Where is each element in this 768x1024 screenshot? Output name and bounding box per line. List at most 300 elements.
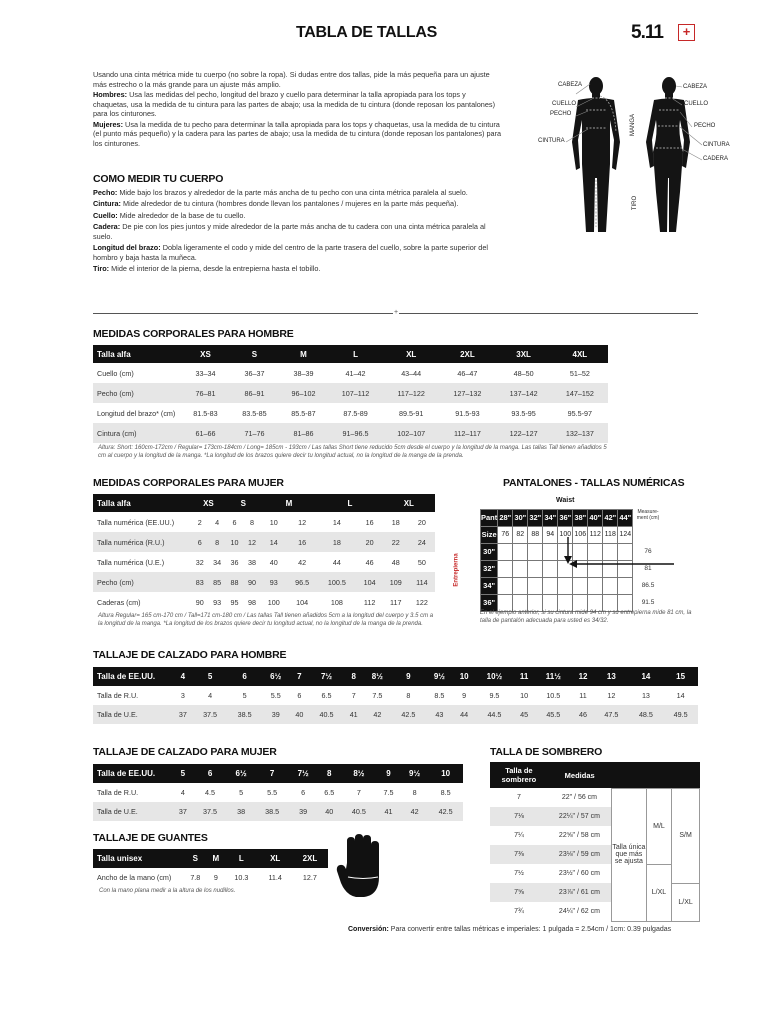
hat-size: 7⅝ [490,883,548,902]
hat-cm: 23½" / 60 cm [558,870,600,877]
table-cell: 90 [243,572,260,592]
men-body-heading: MEDIDAS CORPORALES PARA HOMBRE [93,328,294,340]
inseam-cm: 86.5 [633,577,663,594]
table-header-cell: Talla alfa [93,494,191,512]
table-cell: 6.5 [321,691,332,700]
measure-item-text: Mide alrededor de tu cintura (hombres donde llevan los pantalones / mujeres en la parte más pequeña). [120,199,459,209]
measure-item [93,222,503,242]
table-cell: 40 [317,802,342,821]
hat-cm: 22⅝" / 58 cm [558,832,600,839]
table-header-cell: 9½ [426,667,454,686]
hats-heading: TALLA DE SOMBRERO [490,746,603,758]
men-label: Hombres: [93,90,128,99]
waist-size: 34" [543,509,558,526]
hats-header [490,762,700,788]
grid-cell [498,543,513,560]
grid-cell [573,543,588,560]
table-cell: 122 [415,597,428,607]
table-cell: 18 [391,517,400,527]
intro-men [93,90,503,119]
table-cell: 147–152 [552,383,608,403]
inseam-cm: 76 [633,543,663,560]
label-cadera-right: CADERA [703,156,729,162]
grid-cell [603,577,618,594]
inseam-size: 30" [481,543,498,560]
table-row [93,783,463,802]
table-cell: 112–117 [439,423,495,443]
label-cuello-right: CUELLO [684,101,709,107]
measure-item-label: Longitud del brazo: [93,242,161,252]
table-header-cell: 2XL [292,849,328,868]
grid-cell [513,560,528,577]
table-cell: 137–142 [496,383,552,403]
table-cell: Talla de U.E. [93,705,173,724]
table-cell: 91.5-93 [455,408,480,418]
table-header-cell: 6 [227,667,262,686]
grid-cell [588,577,603,594]
pants-size-label: Size [481,526,498,543]
table-cell: 8 [208,532,225,552]
table-header-cell: 9½ [401,764,428,783]
table-cell: 11.4 [268,873,282,882]
table-header-cell: S [183,849,208,868]
table-cell: 44 [332,557,341,567]
grid-cell [498,577,513,594]
table-header-cell: 7 [255,764,290,783]
waist-cm: 112 [588,526,603,543]
table-cell: 6.5 [324,788,335,797]
waist-cm: 82 [513,526,528,543]
table-row [93,512,435,532]
pants-table [480,492,663,612]
table-cell: 46–47 [457,368,478,378]
table-cell: 36–37 [244,368,265,378]
grid-cell [558,543,573,560]
table-cell: 50 [417,557,426,567]
table-row [93,686,698,705]
conversion-label: Conversión: [348,926,389,933]
label-cabeza-right: CABEZA [683,84,708,90]
inseam-row [481,577,663,594]
table-cell: 38 [247,557,256,567]
table-header-cell: 7½ [289,764,316,783]
table-cell: 20 [357,532,383,552]
hat-measure-header: Medidas [548,762,612,788]
grid-cell [498,560,513,577]
table-header-cell: 8½ [342,764,377,783]
waist-cm: 94 [543,526,558,543]
table-header-cell: 10 [453,667,475,686]
hat-size: 7 [516,794,521,801]
label-cintura-right: CINTURA [703,142,730,148]
table-cell: 32 [195,557,204,567]
table-cell: 40.5 [309,705,344,724]
hat-sm: S/M [672,788,700,883]
conversion-note [348,926,671,933]
intro-paragraph: Usando una cinta métrica mide tu cuerpo (no sobre la ropa). Si dudas entre dos tallas, pide la más pequeña para un ajuste más estrecho o la más grande para un ajuste más amplio. [93,70,490,89]
table-cell: 7.5 [383,788,394,797]
label-manga: MANGA [630,113,637,137]
table-header-cell: S [230,345,279,363]
table-cell: 7.8 [190,873,201,882]
table-cell: 88 [226,572,243,592]
table-cell: 87.5-89 [343,408,368,418]
table-cell: 91–96.5 [328,423,383,443]
table-cell: Cintura (cm) [93,423,181,443]
table-row [93,552,435,572]
table-cell: 7.5 [372,691,383,700]
table-header-cell: 14 [629,667,664,686]
grid-cell [573,560,588,577]
table-header-cell: 11½ [535,667,572,686]
waist-cm: 118 [603,526,618,543]
table-row [93,532,435,552]
table-cell: 42 [298,557,307,567]
inseam-row [481,560,663,577]
measure-item-text: Mide bajo los brazos y alrededor de la parte más ancha de tu pecho con una cinta métrica paralela al suelo. [117,188,468,197]
hat-ml: M/L [646,788,671,864]
hat-unique-fit: Talla única que más se ajusta [612,788,647,921]
table-row [93,868,328,887]
pants-pant-label: Pant [481,509,498,526]
table-cell: 132–137 [552,423,608,443]
table-cell: 24 [409,532,435,552]
table-cell: 4 [208,691,213,700]
table-cell: 76–81 [181,383,230,403]
grid-cell [618,577,633,594]
table-cell: 8 [406,691,411,700]
grid-cell [573,577,588,594]
table-cell: 34 [213,557,222,567]
label-cintura: CINTURA [538,138,565,144]
page-title: TABLA DE TALLAS [296,24,437,41]
table-cell: 49.5 [663,705,698,724]
table-cell: 114 [409,572,435,592]
table-header-cell: 10½ [475,667,514,686]
table-cell: 4.5 [205,788,216,797]
table-cell: 5.5 [270,691,281,700]
gloves-heading: TALLAJE DE GUANTES [93,832,208,844]
table-header-cell: 2XL [439,345,495,363]
label-pecho: PECHO [550,111,572,117]
waist-cm: 106 [573,526,588,543]
table-cell: 5 [239,788,244,797]
measure-item-label: Cadera: [93,221,121,231]
table-header-cell: 7½ [309,667,344,686]
table-header-cell: M [261,494,318,512]
table-cell: 4 [180,788,185,797]
table-cell: 47.5 [594,705,629,724]
table-cell: Pecho (cm) [93,383,181,403]
table-cell: 48 [391,557,400,567]
pants-waist-row [481,492,663,509]
table-cell: 85.5-87 [291,408,316,418]
table-cell: 43 [426,705,454,724]
table-cell: 45 [514,705,535,724]
table-cell: 98 [247,597,256,607]
women-shoe-heading: TALLAJE DE CALZADO PARA MUJER [93,746,277,758]
table-cell: 42 [401,802,428,821]
hat-size: 7¼ [514,832,524,839]
inseam-size: 32" [481,560,498,577]
table-cell: 37.5 [193,705,228,724]
table-cell: 22 [383,532,409,552]
grid-cell [603,560,618,577]
table-cell: 6 [232,517,237,527]
women-body-note: Altura Regular= 165 cm-170 cm / Tall=171 cm-180 cm / Las tallas Tall tienen añadidos 5cm a la longitud del cuerpo y 3.5 cm a la longitud de la manga. *La longitud de los brazos quiere decir tu longitud actual, no la longitud de la manga de la prenda. [98,613,434,627]
grid-cell [528,543,543,560]
label-tiro: TIRO [632,195,639,211]
hat-size-header: Talla de sombrero [490,762,548,788]
table-cell: 37 [173,705,193,724]
table-cell: 117 [390,597,402,607]
table-cell: 85 [208,572,225,592]
waist-size: 44" [618,509,633,526]
hat-cm: 23⅛" / 59 cm [548,845,612,864]
measure-item-text: Mide alrededor de la base de tu cuello. [117,210,246,220]
table-cell: Talla numérica (EE.UU.) [97,517,175,527]
table-cell: 81.5-83 [193,408,218,418]
hat-lxl-1: L/XL [646,864,671,921]
table-cell: 36 [230,557,239,567]
hat-cm: 22¼" / 57 cm [548,807,612,826]
waist-size: 38" [573,509,588,526]
table-header-cell: XS [191,494,226,512]
waist-size: 36" [558,509,573,526]
table-cell: 20 [417,517,426,527]
table-cell: 81–86 [279,423,328,443]
table-cell: 42.5 [391,705,426,724]
table-cell: Ancho de la mano (cm) [97,873,172,882]
table-cell: 5 [242,691,247,700]
table-header-row [93,345,608,363]
grid-cell [528,577,543,594]
grid-cell [558,577,573,594]
table-row [93,592,435,612]
table-header-cell: 8 [317,764,342,783]
table-cell: 109 [383,572,409,592]
table-cell: Talla numérica (U.E.) [97,557,165,567]
conversion-text: Para convertir entre tallas métricas e imperiales: 1 pulgada = 2.54cm / 1cm: 0.39 pulgadas [388,926,672,933]
table-header-row [93,667,698,686]
waist-cm: 76 [498,526,513,543]
waist-size: 28" [498,509,513,526]
pants-note: En el ejemplo anterior, si su cintura mide 94 cm y su entrepierna mide 81 cm, la talla de pantalón adecuada para usted es 34/32. [480,610,692,624]
table-cell: 86–91 [230,383,279,403]
measure-item [93,188,503,198]
table-cell: 46 [572,705,594,724]
grid-cell [603,543,618,560]
table-cell: 5.5 [267,788,278,797]
table-header-cell: XL [259,849,292,868]
grid-cell [543,560,558,577]
table-cell: 10 [520,691,529,700]
table-cell: 37 [173,802,193,821]
hat-lxl-2: L/XL [672,883,700,921]
hats-table [490,762,700,922]
table-row [93,705,698,724]
table-cell: 41–42 [345,368,366,378]
table-header-cell: Talla unisex [93,849,183,868]
hat-cm: 22" / 56 cm [561,794,598,801]
table-cell: 6 [191,532,208,552]
inseam-size: 34" [481,577,498,594]
measure-item-text: Mide el interior de la pierna, desde la entrepierna hasta el tobillo. [109,264,321,274]
table-cell: 96–102 [279,383,328,403]
table-cell: 95 [230,597,239,607]
table-cell: 42.5 [428,802,463,821]
hat-cm: 24¼" / 62 cm [558,908,600,915]
table-header-cell: M [208,849,224,868]
men-shoe-heading: TALLAJE DE CALZADO PARA HOMBRE [93,649,287,661]
table-cell: 4 [215,517,220,527]
table-cell: 38–39 [293,368,314,378]
intro-text [93,70,503,149]
hat-spacer-header [612,762,700,788]
gloves-note: Con la mano plana medir a la altura de los nudillos. [99,888,236,894]
inseam-size: 36" [481,594,498,611]
label-pecho-right: PECHO [694,123,716,129]
table-cell: Talla de R.U. [97,691,139,700]
table-cell: 48–50 [513,368,534,378]
measure-item [93,199,503,209]
table-cell: 40.5 [342,802,377,821]
pants-waist-label: Waist [498,492,633,509]
table-header-cell: 10 [428,764,463,783]
label-cuello: CUELLO [552,101,577,107]
table-cell: 83 [191,572,208,592]
table-header-cell: 11 [514,667,535,686]
women-shoe-table [93,764,463,821]
table-header-cell: L [224,849,259,868]
grid-cell [513,543,528,560]
waist-size: 40" [588,509,603,526]
measure-item-label: Pecho: [93,188,118,197]
table-cell: 93.5-95 [511,408,536,418]
waist-size: 32" [528,509,543,526]
table-cell: 14 [332,517,341,527]
grid-cell [588,543,603,560]
table-row [93,363,608,383]
grid-cell [528,560,543,577]
table-header-cell: 9 [376,764,401,783]
table-cell: 16 [365,517,374,527]
table-cell: 117–122 [383,383,439,403]
grid-cell [513,577,528,594]
waist-cm: 88 [528,526,543,543]
table-header-cell: 6½ [227,764,254,783]
table-header-cell: 7 [289,667,309,686]
men-text: Usa las medidas del pecho, longitud del brazo y cuello para determinar la talla apropiada para los tops y chaquetas, usa la medida de tu cintura para las partes de abajo; usa la medida de tu cintura (donde reposan los pantalones) para los cinturones. [93,90,495,118]
pants-corner [481,492,498,509]
table-cell: Caderas (cm) [97,597,141,607]
brand-logo-mark: + [678,24,695,41]
table-header-cell: XL [383,345,439,363]
table-cell: 61–66 [181,423,230,443]
table-cell: 89.5-91 [399,408,424,418]
table-cell: Cuello (cm) [97,368,134,378]
hat-row [490,864,700,883]
waist-cm: 124 [618,526,633,543]
table-cell: 95.5-97 [567,408,593,418]
table-cell: 13 [641,691,650,700]
measure-item [93,264,503,274]
inseam-cm: 81 [633,560,663,577]
table-header-cell: Talla de EE.UU. [93,764,173,783]
table-cell: 108 [330,597,343,607]
table-cell: 8 [412,788,417,797]
table-header-cell: 4XL [552,345,608,363]
table-cell: 7 [356,788,361,797]
brand-logo: 5.11 [631,22,663,43]
table-header-cell: 8½ [364,667,392,686]
table-cell: 39 [289,802,316,821]
table-cell: 9 [213,873,218,882]
table-row [93,423,608,443]
hat-row [490,788,700,807]
hat-size: 7⅜ [490,845,548,864]
table-header-cell: XS [181,345,230,363]
label-cabeza: CABEZA [558,82,583,88]
table-cell: 44 [453,705,475,724]
table-header-cell: 6 [193,764,228,783]
table-cell: 40 [289,705,309,724]
table-cell: 45.5 [535,705,572,724]
women-body-table [93,494,435,612]
table-header-cell: L [328,345,383,363]
pants-waist-sizes [481,509,663,526]
table-header-cell: 13 [594,667,629,686]
table-header-cell: XL [383,494,435,512]
hat-size: 7¾ [514,908,524,915]
table-cell: 96.5 [287,572,318,592]
grid-cell [543,543,558,560]
table-cell: 127–132 [439,383,495,403]
table-header-cell: L [317,494,382,512]
table-cell: 12.7 [302,873,317,882]
table-cell: 14 [261,532,287,552]
table-cell: 10.3 [234,873,249,882]
women-body-heading: MEDIDAS CORPORALES PARA MUJER [93,477,284,489]
men-shoe-table [93,667,698,724]
measure-heading: COMO MEDIR TU CUERPO [93,173,224,185]
table-cell: Pecho (cm) [93,572,191,592]
men-body-table [93,345,608,443]
table-cell: 43–44 [401,368,422,378]
pants-heading: PANTALONES - TALLAS NUMÉRICAS [503,477,685,489]
measure-item [93,243,503,263]
table-cell: 8.5 [434,691,445,700]
table-cell: 10.5 [546,691,561,700]
women-label: Mujeres: [93,119,124,129]
table-cell: 2 [197,517,202,527]
table-header-cell: 5 [173,764,193,783]
table-header-row [93,764,463,783]
grid-cell [558,560,573,577]
measure-item-text: Dobla ligeramente el codo y mide del centro de la parte trasera del cuello, sobre la parte superior del hombro y baja hasta la muñeca. [93,242,489,262]
table-header-cell: 12 [572,667,594,686]
hat-cm: 23⅞" / 61 cm [548,883,612,902]
table-cell: 12 [243,532,260,552]
measure-item-label: Cintura: [93,199,121,209]
table-cell: 3 [180,691,185,700]
table-cell: 41 [344,705,364,724]
table-cell: 10 [226,532,243,552]
inseam-row [481,543,663,560]
table-cell: 37.5 [193,802,228,821]
table-cell: Talla numérica (R.U.) [93,532,191,552]
table-cell: 6 [301,788,306,797]
